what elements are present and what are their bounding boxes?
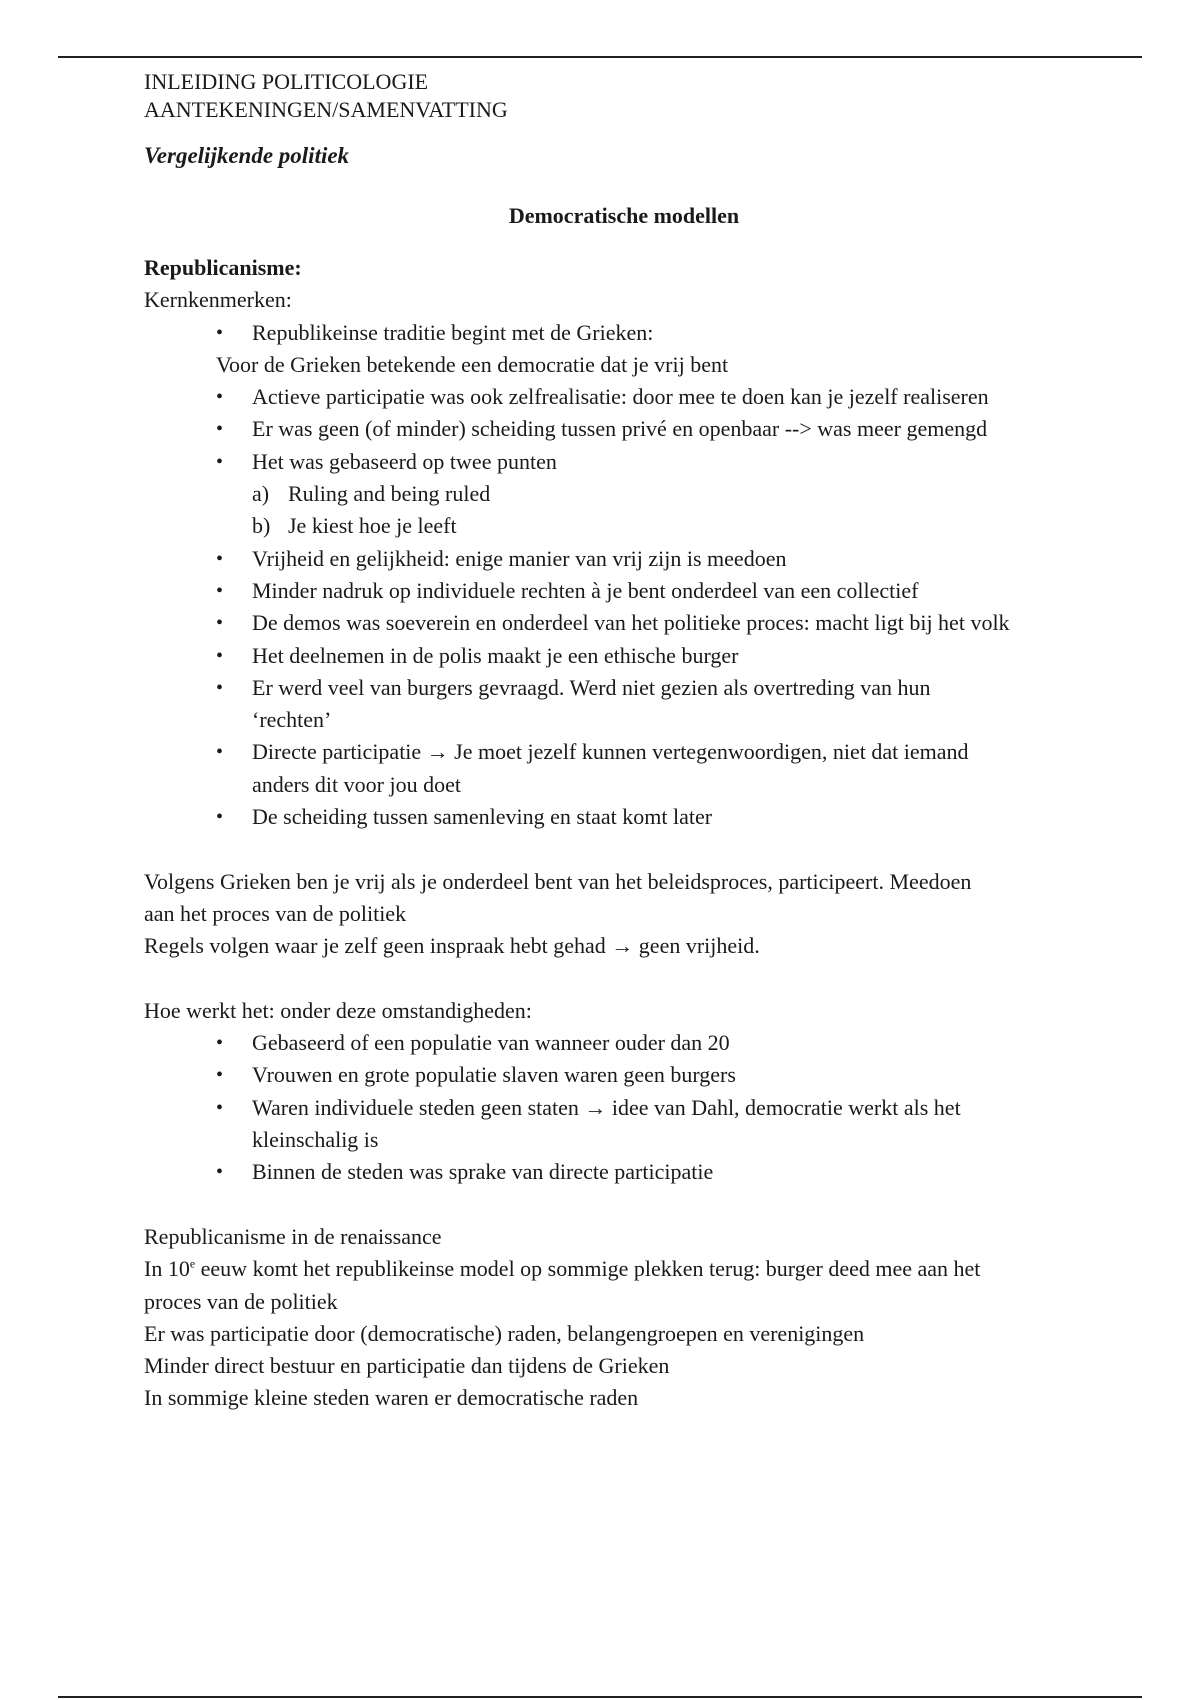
document-title: Democratische modellen [508, 203, 740, 228]
label-kernkenmerken: Kernkenmerken: [144, 287, 292, 313]
paragraph-line: Er was participatie door (democratische) raden, belangengroepen en verenigingen [144, 1320, 865, 1346]
list-item: • Binnen de steden was sprake van directe participatie [144, 1156, 1104, 1188]
paragraph-line: In sommige kleine steden waren er democratische raden [144, 1385, 639, 1411]
list-item: • Actieve participatie was ook zelfrealisatie: door mee te doen kan je jezelf realiseren [144, 381, 1104, 413]
list-item: • Er was geen (of minder) scheiding tussen privé en openbaar --> was meer gemengd [144, 413, 1104, 445]
list-item: • Republikeinse traditie begint met de Grieken: [144, 317, 1104, 349]
document-page [144, 68, 1104, 1415]
bullet-icon: • [216, 1096, 224, 1119]
bullet-icon: • [216, 644, 224, 667]
list-item: • Waren individuele steden geen staten → idee van Dahl, democratie werkt als het kleinschalig is [144, 1092, 1104, 1157]
paragraph-line: aan het proces van de politiek [144, 900, 407, 926]
header-subtitle: AANTEKENINGEN/SAMENVATTING [144, 97, 508, 122]
list-item: • De demos was soeverein en onderdeel van het politieke proces: macht ligt bij het volk [144, 607, 1104, 639]
paragraph-line: Minder direct bestuur en participatie dan tijdens de Grieken [144, 1353, 670, 1379]
list-item: • Vrijheid en gelijkheid: enige manier van vrij zijn is meedoen [144, 543, 1104, 575]
bullet-icon: • [216, 806, 224, 829]
bullet-icon: • [216, 1064, 224, 1087]
list-item: • Gebaseerd of een populatie van wanneer ouder dan 20 [144, 1027, 1104, 1059]
list-item: • Directe participatie → Je moet jezelf kunnen vertegenwoordigen, niet dat iemand anders dit voor jou doet [144, 736, 1104, 801]
bullet-icon: • [216, 579, 224, 602]
bullet-icon: • [216, 321, 224, 344]
hoe-werkt-list [144, 1027, 1104, 1188]
list-item: • Het was gebaseerd op twee punten [144, 446, 1104, 478]
sub-item-a: a) Ruling and being ruled [252, 481, 491, 507]
kernkenmerken-list-2 [144, 381, 1104, 478]
bottom-rule [58, 1696, 1142, 1698]
list-item: • Vrouwen en grote populatie slaven waren geen burgers [144, 1059, 1104, 1091]
section-title: Vergelijkende politiek [144, 143, 350, 168]
bullet-icon: • [216, 676, 224, 699]
indent-line: Voor de Grieken betekende een democratie dat je vrij bent [216, 351, 729, 377]
sub-item-b: b) Je kiest hoe je leeft [252, 513, 457, 539]
bullet-icon: • [216, 450, 224, 473]
list-item: • De scheiding tussen samenleving en staat komt later [144, 801, 1104, 833]
heading-republicanisme: Republicanisme: [144, 255, 302, 280]
header-course: INLEIDING POLITICOLOGIE [144, 69, 429, 94]
kernkenmerken-list [144, 317, 1104, 349]
bullet-icon: • [216, 1032, 224, 1055]
top-rule [58, 56, 1142, 58]
bullet-icon: • [216, 1161, 224, 1184]
bullet-icon: • [216, 547, 224, 570]
list-item: • Minder nadruk op individuele rechten à je bent onderdeel van een collectief [144, 575, 1104, 607]
kernkenmerken-list-3 [144, 543, 1104, 834]
paragraph-line: Regels volgen waar je zelf geen inspraak hebt gehad → geen vrijheid. [144, 933, 760, 959]
bullet-icon: • [216, 612, 224, 635]
bullet-icon: • [216, 418, 224, 441]
hoe-werkt-intro: Hoe werkt het: onder deze omstandigheden: [144, 997, 532, 1023]
paragraph-line: proces van de politiek [144, 1288, 338, 1314]
list-item: • Er werd veel van burgers gevraagd. Werd niet gezien als overtreding van hun ‘rechten’ [144, 672, 1104, 737]
renaissance-heading: Republicanisme in de renaissance [144, 1223, 442, 1249]
paragraph-line: Volgens Grieken ben je vrij als je onderdeel bent van het beleidsproces, participeert. Meedoen [144, 868, 972, 894]
list-item: • Het deelnemen in de polis maakt je een ethische burger [144, 640, 1104, 672]
paragraph-line: In 10e eeuw komt het republikeinse model op sommige plekken terug: burger deed mee aan het [144, 1256, 981, 1282]
bullet-icon: • [216, 386, 224, 409]
bullet-icon: • [216, 741, 224, 764]
